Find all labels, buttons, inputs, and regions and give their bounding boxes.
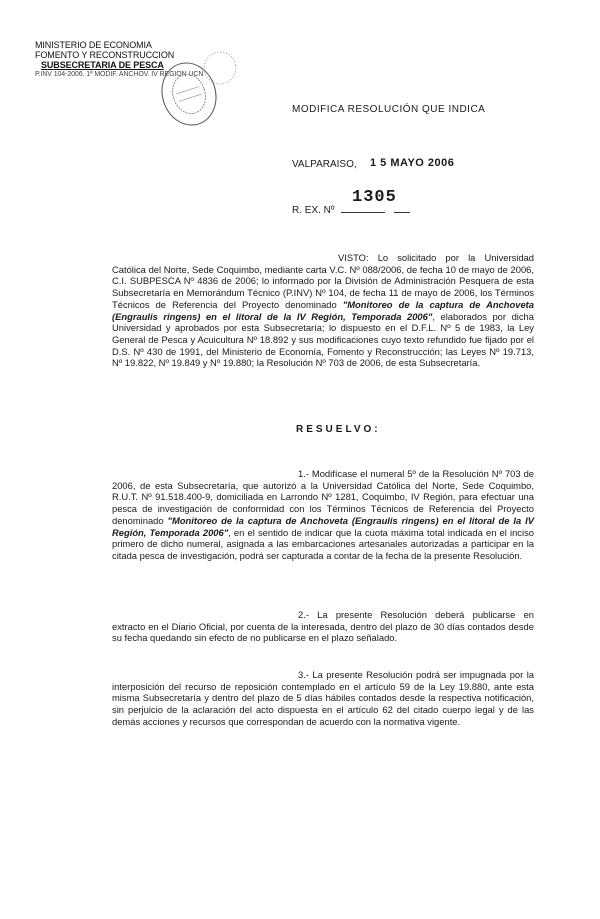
item-2-text: extracto en el Diario Oficial, por cuenta de la interesada, dentro del plazo de 30 días contados desde su fecha quedando sin efecto de no publicarse en el plazo señalado. xyxy=(112,620,534,644)
resolution-number-line xyxy=(341,212,385,213)
place-label: VALPARAISO, xyxy=(292,159,357,170)
visto-text-1: Lo solicitado por la Universidad Católica del Norte, Sede Coquimbo, mediante carta V.C. Nº 088/2006, de fecha 10 de mayo de 2006, C.I. SUBPESCA Nº 4836 de 2006; lo informado por la División de Administración Pesquera de esta Subsecretaría en Memorándum Técnico (P.INV) Nº 104, de fecha 11 de mayo de 2006, los Términos Técnicos de Referencia del Proyecto denominado xyxy=(112,252,535,310)
resolution-item-3 xyxy=(112,669,534,728)
resolution-number: 1305 xyxy=(352,188,397,207)
item-2-lead: 2.- La presente Resolución deberá publicarse en xyxy=(298,609,534,620)
ministry-line-2: FOMENTO Y RECONSTRUCCION xyxy=(35,50,175,60)
resolution-label-text: R. EX. Nº xyxy=(292,205,335,216)
date-stamp: 1 5 MAYO 2006 xyxy=(370,157,455,169)
visto-paragraph xyxy=(112,252,534,369)
resuelvo-heading: RESUELVO: xyxy=(296,424,381,435)
resolution-item-1 xyxy=(112,468,534,562)
subsecretaria-line: SUBSECRETARIA DE PESCA xyxy=(41,60,164,70)
item-3-text: por la interposición del recurso de reposición contemplado en el artículo 59 de la Ley 19.880, ante esta misma Subsecretaría y dentro del plazo de 5 días hábiles contados desde la respectiva notificación, sin perjuicio de la aclaración del acto dispuesta en el artículo 62 del citado cuerpo legal y de las demás acciones y recursos que correspondan de acuerdo con la normativa vigente. xyxy=(112,669,535,727)
visto-project-name: "Monitoreo de la captura de Anchoveta (Engraulis ringens) en el litoral de la IV Región, Temporada 2006" xyxy=(112,298,534,322)
item-1-lead: 1.- Modifícase el numeral 5º de la Resolución Nº xyxy=(298,468,503,479)
item-1-text-2: , en el sentido de indicar que la cuota máxima total indicada en el inciso primero de dicho numeral, asignada a las embarcaciones artesanales autorizadas a participar en la citada pesca de investigación, podrá ser capturada a contar de la fecha de la presente Resolución. xyxy=(112,526,534,561)
document-title: MODIFICA RESOLUCIÓN QUE INDICA xyxy=(292,104,486,115)
visto-label: VISTO: xyxy=(338,252,369,263)
visto-text-2: , elaborados por dicha Universidad y aprobados por esta Subsecretaría; lo dispuesto en el D.F.L. Nº 5 de 1983, la Ley General de Pesca y Acuicultura Nº 18.892 y sus modificaciones cuyo texto refundido fue fijado por el D.S. Nº 430 de 1991, del Ministerio de Economía, Fomento y Reconstrucción; las Leyes Nº 19.713, Nº 19.822, Nº 19.849 y Nº 19.880; la Resolución Nº 703 de 2006, de esta Subsecretaría. xyxy=(112,310,534,369)
item-1-text-1: 703 de 2006, de esta Subsecretaría, que autorizó a la Universidad Católica del Norte, Sede Coquimbo, R.U.T. Nº 91.518.400-9, domiciliada en Larrondo Nº 1281, Coquimbo, IV Región, para efectuar una pesca de investigación de conformidad con los Términos Técnicos de Referencia del Proyecto denominado xyxy=(112,468,534,526)
reference-code: P.INV 104-2006. 1ª MODIF. ANCHOV. IV REGION UCN xyxy=(35,71,204,78)
resolution-number-line-end xyxy=(394,212,410,213)
resolution-item-2 xyxy=(112,609,534,644)
item-3-lead: 3.- La presente Resolución podrá ser impugnada xyxy=(298,669,507,680)
item-1-project-name: "Monitoreo de la captura de Anchoveta (Engraulis ringens) en el litoral de la IV Región, Temporada 2006" xyxy=(112,514,534,538)
government-seal-icon xyxy=(197,45,243,91)
ministry-line-1: MINISTERIO DE ECONOMIA xyxy=(35,40,152,50)
